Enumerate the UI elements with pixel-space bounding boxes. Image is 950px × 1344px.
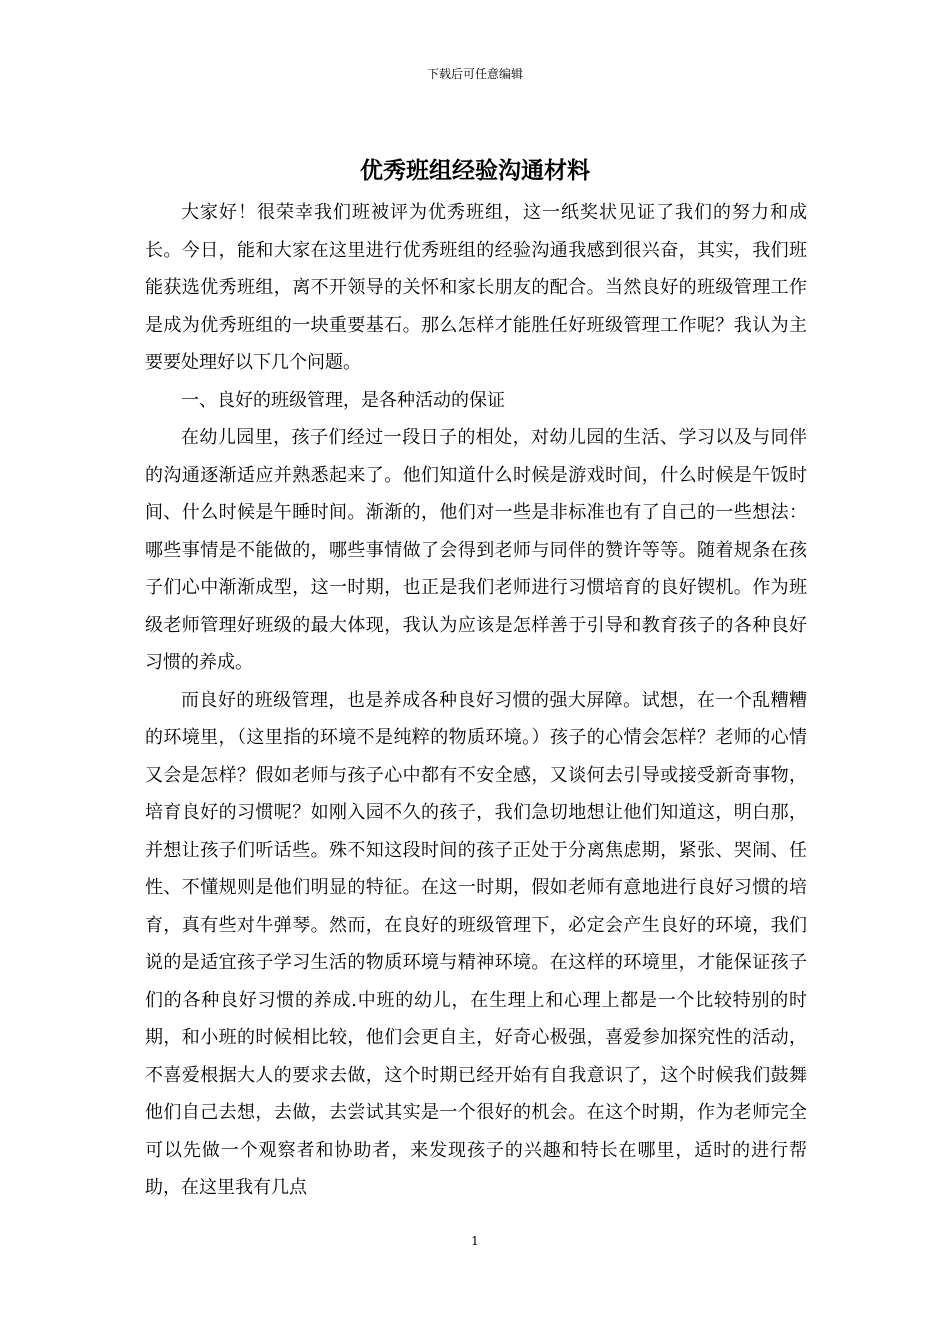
header-note: 下载后可任意编辑 [426,67,523,81]
section-heading: 一、良好的班级管理，是各种活动的保证 [181,389,505,411]
page-number: 1 [471,1234,479,1248]
paragraph: 在幼儿园里，孩子们经过一段日子的相处，对幼儿园的生活、学习以及与同伴的沟通逐渐适应并熟悉起来了。他们知道什么时候是游戏时间，什么时候是午饭时间、什么时候是午睡时间。渐渐的，他们对一些是非标准也有了自己的一些想法：哪些事情是不能做的，哪些事情做了会得到老师与同伴的赞许等等。随着规条在孩子们心中渐渐成型，这一时期，也正是我们老师进行习惯培育的良好锲机。作为班级老师管理好班级的最大体现，我认为应该是怎样善于引导和教育孩子的各种良好习惯的养成。 [145,427,807,673]
document-title: 优秀班组经验沟通材料 [360,157,590,184]
document-body [145,194,807,1207]
paragraph: 而良好的班级管理，也是养成各种良好习惯的强大屏障。试想，在一个乱糟糟的环境里，（这里指的环境不是纯粹的物质环境。）孩子的心情会怎样？老师的心情又会是怎样？假如老师与孩子心中都有不安全感，又谈何去引导或接受新奇事物，培育良好的习惯呢？如刚入园不久的孩子，我们急切地想让他们知道这，明白那，并想让孩子们听话些。殊不知这段时间的孩子正处于分离焦虑期，紧张、哭闹、任性、不懂规则是他们明显的特征。在这一时期，假如老师有意地进行良好习惯的培育，真有些对牛弹琴。然而，在良好的班级管理下，必定会产生良好的环境，我们说的是适宜孩子学习生活的物质环境与精神环境。在这样的环境里，才能保证孩子们的各种良好习惯的养成.中班的幼儿，在生理上和心理上都是一个比较特别的时期，和小班的时候相比较，他们会更自主，好奇心极强，喜爱参加探究性的活动，不喜爱根据大人的要求去做，这个时期已经开始有自我意识了，这个时候我们鼓舞他们自己去想，去做，去尝试其实是一个很好的机会。在这个时期，作为老师完全可以先做一个观察者和协助者，来发现孩子的兴趣和特长在哪里，适时的进行帮助，在这里我有几点 [145,689,807,1198]
paragraph-intro: 大家好！很荣幸我们班被评为优秀班组，这一纸奖状见证了我们的努力和成长。今日，能和大家在这里进行优秀班组的经验沟通我感到很兴奋，其实，我们班能获选优秀班组，离不开领导的关怀和家长朋友的配合。当然良好的班级管理工作是成为优秀班组的一块重要基石。那么怎样才能胜任好班级管理工作呢？我认为主要要处理好以下几个问题。 [145,202,807,373]
